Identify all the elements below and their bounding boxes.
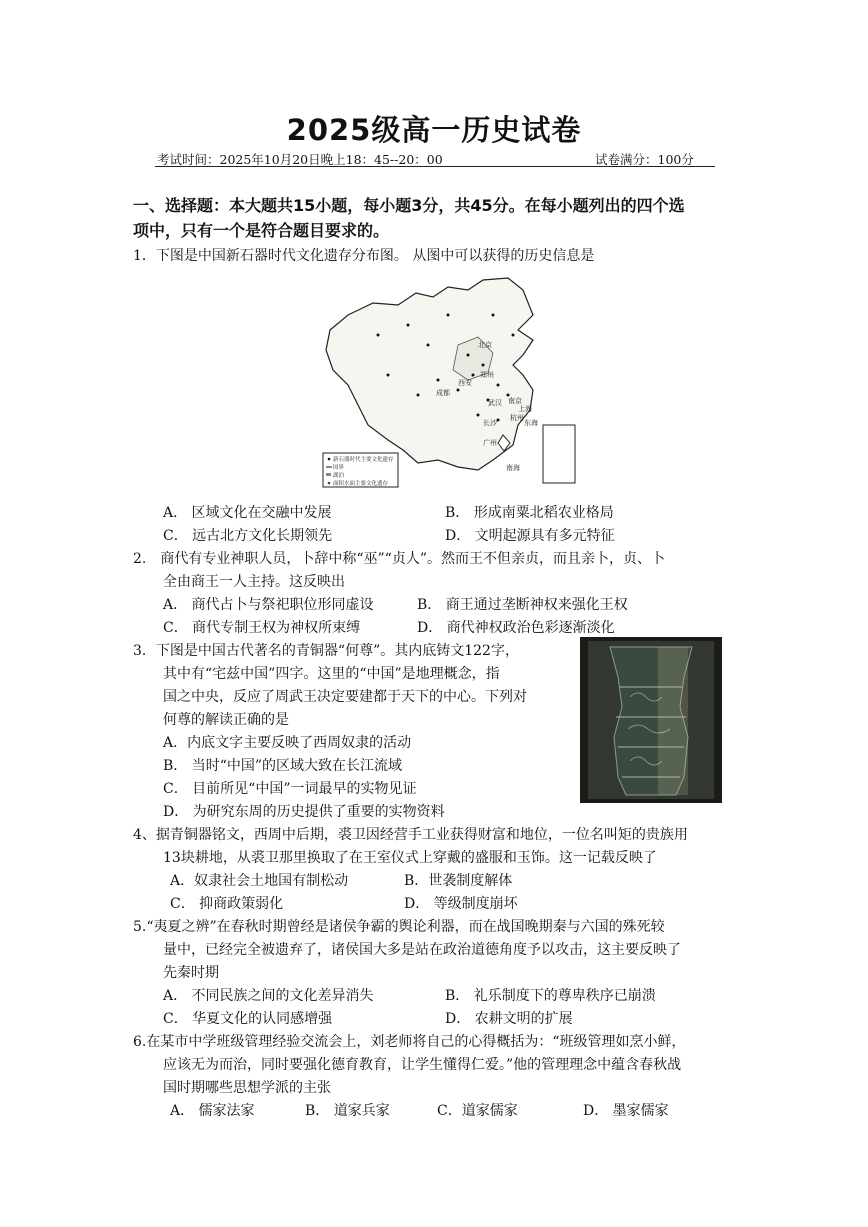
question-6-stem: 6.在某市中学班级管理经验交流会上，刘老师将自己的心得概括为：“班级管理如烹小鲜， [133,1034,686,1050]
q2-option-d[interactable]: D． 商代神权政治色彩逐渐淡化 [417,620,615,636]
q4-option-c[interactable]: C． 抑商政策弱化 [170,896,284,912]
q4-option-a[interactable]: A．奴隶社会土地国有制松动 [170,873,349,889]
question-1-stem: 1．下图是中国新石器时代文化遗存分布图。 从图中可以获得的历史信息是 [133,248,595,264]
question-3-stem: 3．下图是中国古代著名的青铜器“何尊”。其内底铸文122字， [133,643,519,659]
map-legend-item: 新石器时代主要文化遗存 [333,457,394,463]
question-3-stem: 国之中央，反应了周武王决定要建都于天下的中心。下列对 [163,689,527,705]
q1-option-c[interactable]: C． 远古北方文化长期领先 [163,528,333,544]
question-5-stem: 先秦时期 [163,965,219,981]
section-heading [133,193,743,243]
q1-option-b[interactable]: B． 形成南粟北稻农业格局 [445,505,614,521]
q6-option-d[interactable]: D． 墨家儒家 [583,1103,669,1119]
q3-option-a[interactable]: A．内底文字主要反映了西周奴隶的活动 [163,735,412,751]
q3-option-b[interactable]: B． 当时“中国”的区域大致在长江流域 [163,758,403,774]
map-legend-item: 面积水面主要文化遗存 [333,481,389,487]
he-zun-photo [580,637,722,803]
map-label: 北京 [478,341,492,349]
question-4-stem: 13块耕地，从裘卫那里换取了在王室仪式上穿戴的盛服和玉饰。这一记载反映了 [163,850,657,866]
q4-option-d[interactable]: D． 等级制度崩坏 [404,896,518,912]
exam-time: 考试时间：2025年10月20日晚上18：45--20：00 [157,152,443,167]
q5-option-c[interactable]: C． 华夏文化的认同感增强 [163,1011,333,1027]
question-3-stem: 何尊的解读正确的是 [163,712,289,728]
q6-option-c[interactable]: C．道家儒家 [437,1103,518,1119]
map-label: 东海 [524,419,538,427]
q3-option-c[interactable]: C． 目前所见“中国”一词最早的实物见证 [163,781,417,797]
map-label: 广州 [483,439,497,447]
section-heading-line: 项中，只有一个是符合题目要求的。 [133,221,390,240]
map-label: 杭州 [510,414,524,422]
question-2-stem: 全由商王一人主持。这反映出 [163,574,345,590]
question-3-stem: 其中有“宅兹中国”四字。这里的“中国”是地理概念，指 [163,666,500,682]
section-heading-line: 一、选择题：本大题共15小题，每小题3分，共45分。在每小题列出的四个选 [133,196,685,215]
map-label: 西安 [458,379,472,387]
q5-option-b[interactable]: B． 礼乐制度下的尊卑秩序已崩溃 [445,988,656,1004]
q5-option-d[interactable]: D． 农耕文明的扩展 [445,1011,573,1027]
q2-option-a[interactable]: A． 商代占卜与祭祀职位形同虚设 [163,597,374,613]
q3-option-d[interactable]: D． 为研究东周的历史提供了重要的实物资料 [163,804,445,820]
map-label: 南海 [506,464,520,472]
china-map-icon [318,275,590,493]
q1-option-a[interactable]: A． 区域文化在交融中发展 [163,505,332,521]
q6-option-b[interactable]: B． 道家兵家 [305,1103,390,1119]
header-rule [155,166,715,167]
map-legend-item: 湖泊 [333,473,345,479]
q2-option-b[interactable]: B． 商王通过垄断神权来强化王权 [417,597,628,613]
q6-option-a[interactable]: A． 儒家法家 [170,1103,255,1119]
q1-option-d[interactable]: D． 文明起源具有多元特征 [445,528,615,544]
map-label: 长沙 [483,419,497,427]
map-label: 武汉 [488,399,502,407]
question-5-stem: 量中，已经完全被遗弃了，诸侯国大多是站在政治道德角度予以攻击，这主要反映了 [163,942,681,958]
question-2-stem: 2. 商代有专业神职人员，卜辞中称“巫”“贞人”。然而王不但亲贞，而且亲卜，贞、卜 [133,551,665,567]
question-6-stem: 国时期哪些思想学派的主张 [163,1080,331,1096]
q2-option-c[interactable]: C． 商代专制王权为神权所束缚 [163,620,361,636]
map-label: 南京 [508,397,522,405]
exam-title: 2025级高一历史试卷 [286,113,582,147]
question-6-stem: 应该无为而治，同时要强化德育教育，让学生懂得仁爱。”他的管理理念中蕴含春秋战 [163,1057,682,1073]
map-legend-item: 国界 [333,465,345,471]
q5-option-a[interactable]: A． 不同民族之间的文化差异消失 [163,988,374,1004]
full-score: 试卷满分：100分 [595,152,694,167]
map-label: 成都 [436,389,450,397]
map-label: 郑州 [480,371,494,379]
map-label: 上海 [518,405,532,413]
neolithic-map [318,275,590,493]
question-4-stem: 4、据青铜器铭文，西周中后期，裘卫因经营手工业获得财富和地位，一位名叫矩的贵族用 [133,827,688,843]
q4-option-b[interactable]: B．世袭制度解体 [404,873,513,889]
question-5-stem: 5.“夷夏之辨”在春秋时期曾经是诸侯争霸的舆论利器，而在战国晚期秦与六国的殊死较 [133,919,665,935]
bronze-vessel-icon [580,637,722,803]
